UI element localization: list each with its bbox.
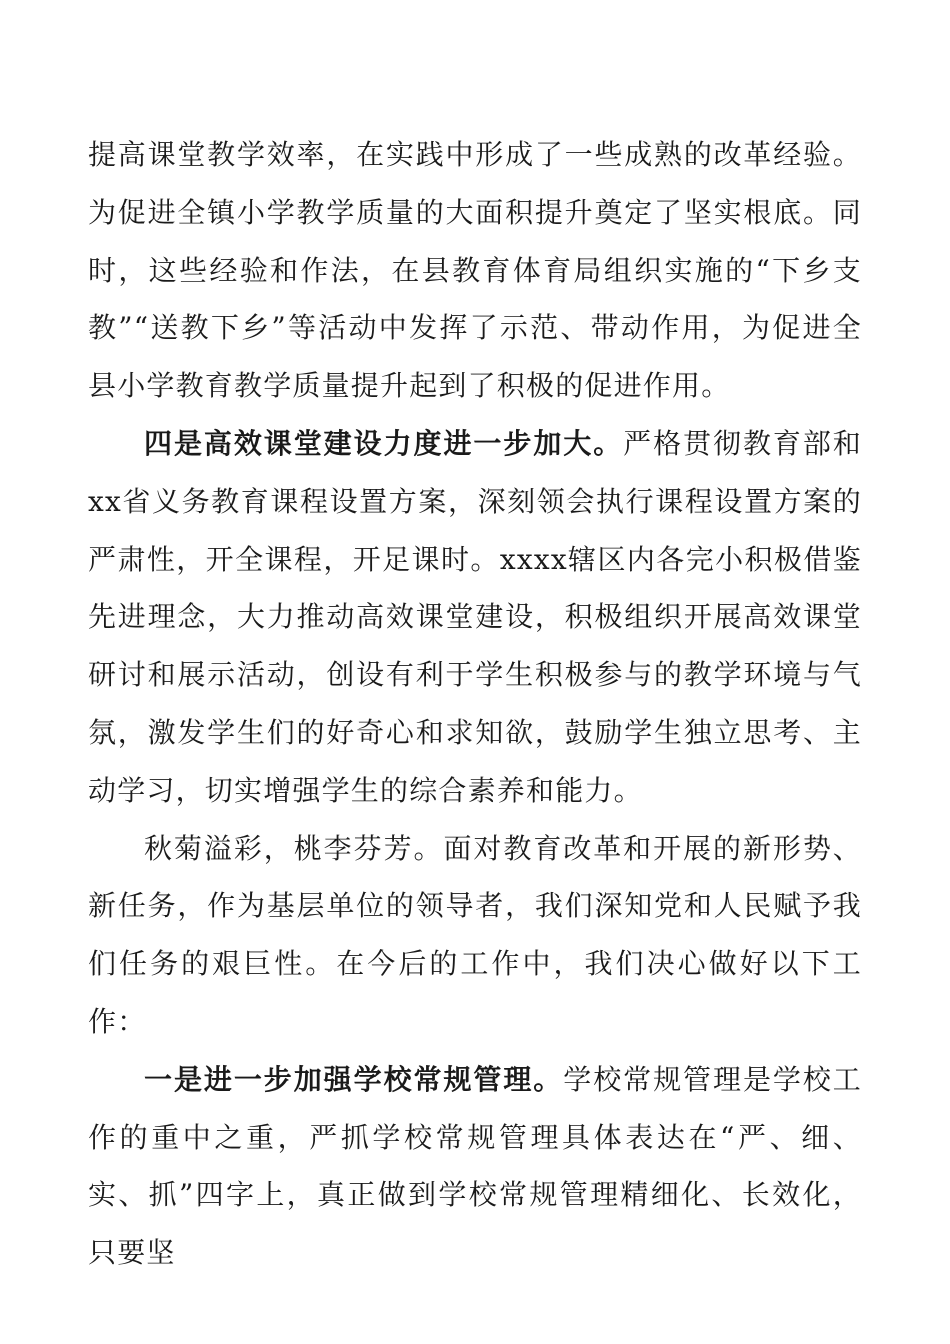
paragraph-efficient-classroom — [88, 415, 862, 820]
paragraph-text: 学校常规管理是学校工作的重中之重，严抓学校常规管理具体表达在“严、细、实、抓”四字上，真正做到学校常规管理精细化、长效化，只要坚 — [88, 1062, 862, 1270]
document-page — [88, 126, 862, 1282]
paragraph-lead-heading: 四是高效课堂建设力度进一步加大。 — [144, 426, 624, 460]
paragraph-routine-management — [88, 1051, 862, 1282]
paragraph-text: 秋菊溢彩，桃李芬芳。面对教育改革和开展的新形势、新任务，作为基层单位的领导者，我们深知党和人民赋予我们任务的艰巨性。在今后的工作中，我们决心做好以下工作： — [88, 831, 862, 1038]
paragraph-text: 提高课堂教学效率，在实践中形成了一些成熟的改革经验。为促进全镇小学教学质量的大面积提升奠定了坚实根底。同时，这些经验和作法，在县教育体育局组织实施的“下乡支教”“送教下乡”等活动中发挥了示范、带动作用，为促进全县小学教育教学质量提升起到了积极的促进作用。 — [88, 138, 862, 403]
paragraph-lead-heading: 一是进一步加强学校常规管理。 — [144, 1062, 564, 1096]
paragraph-text: 严格贯彻教育部和xx省义务教育课程设置方案，深刻领会执行课程设置方案的严肃性，开全课程，开足课时。xxxx辖区内各完小积极借鉴先进理念，大力推动高效课堂建设，积极组织开展高效课堂研讨和展示活动，创设有利于学生积极参与的教学环境与气氛，激发学生们的好奇心和求知欲，鼓励学生独立思考、主动学习，切实增强学生的综合素养和能力。 — [88, 426, 863, 807]
paragraph-outlook — [88, 820, 862, 1051]
paragraph-continuation — [88, 126, 862, 415]
